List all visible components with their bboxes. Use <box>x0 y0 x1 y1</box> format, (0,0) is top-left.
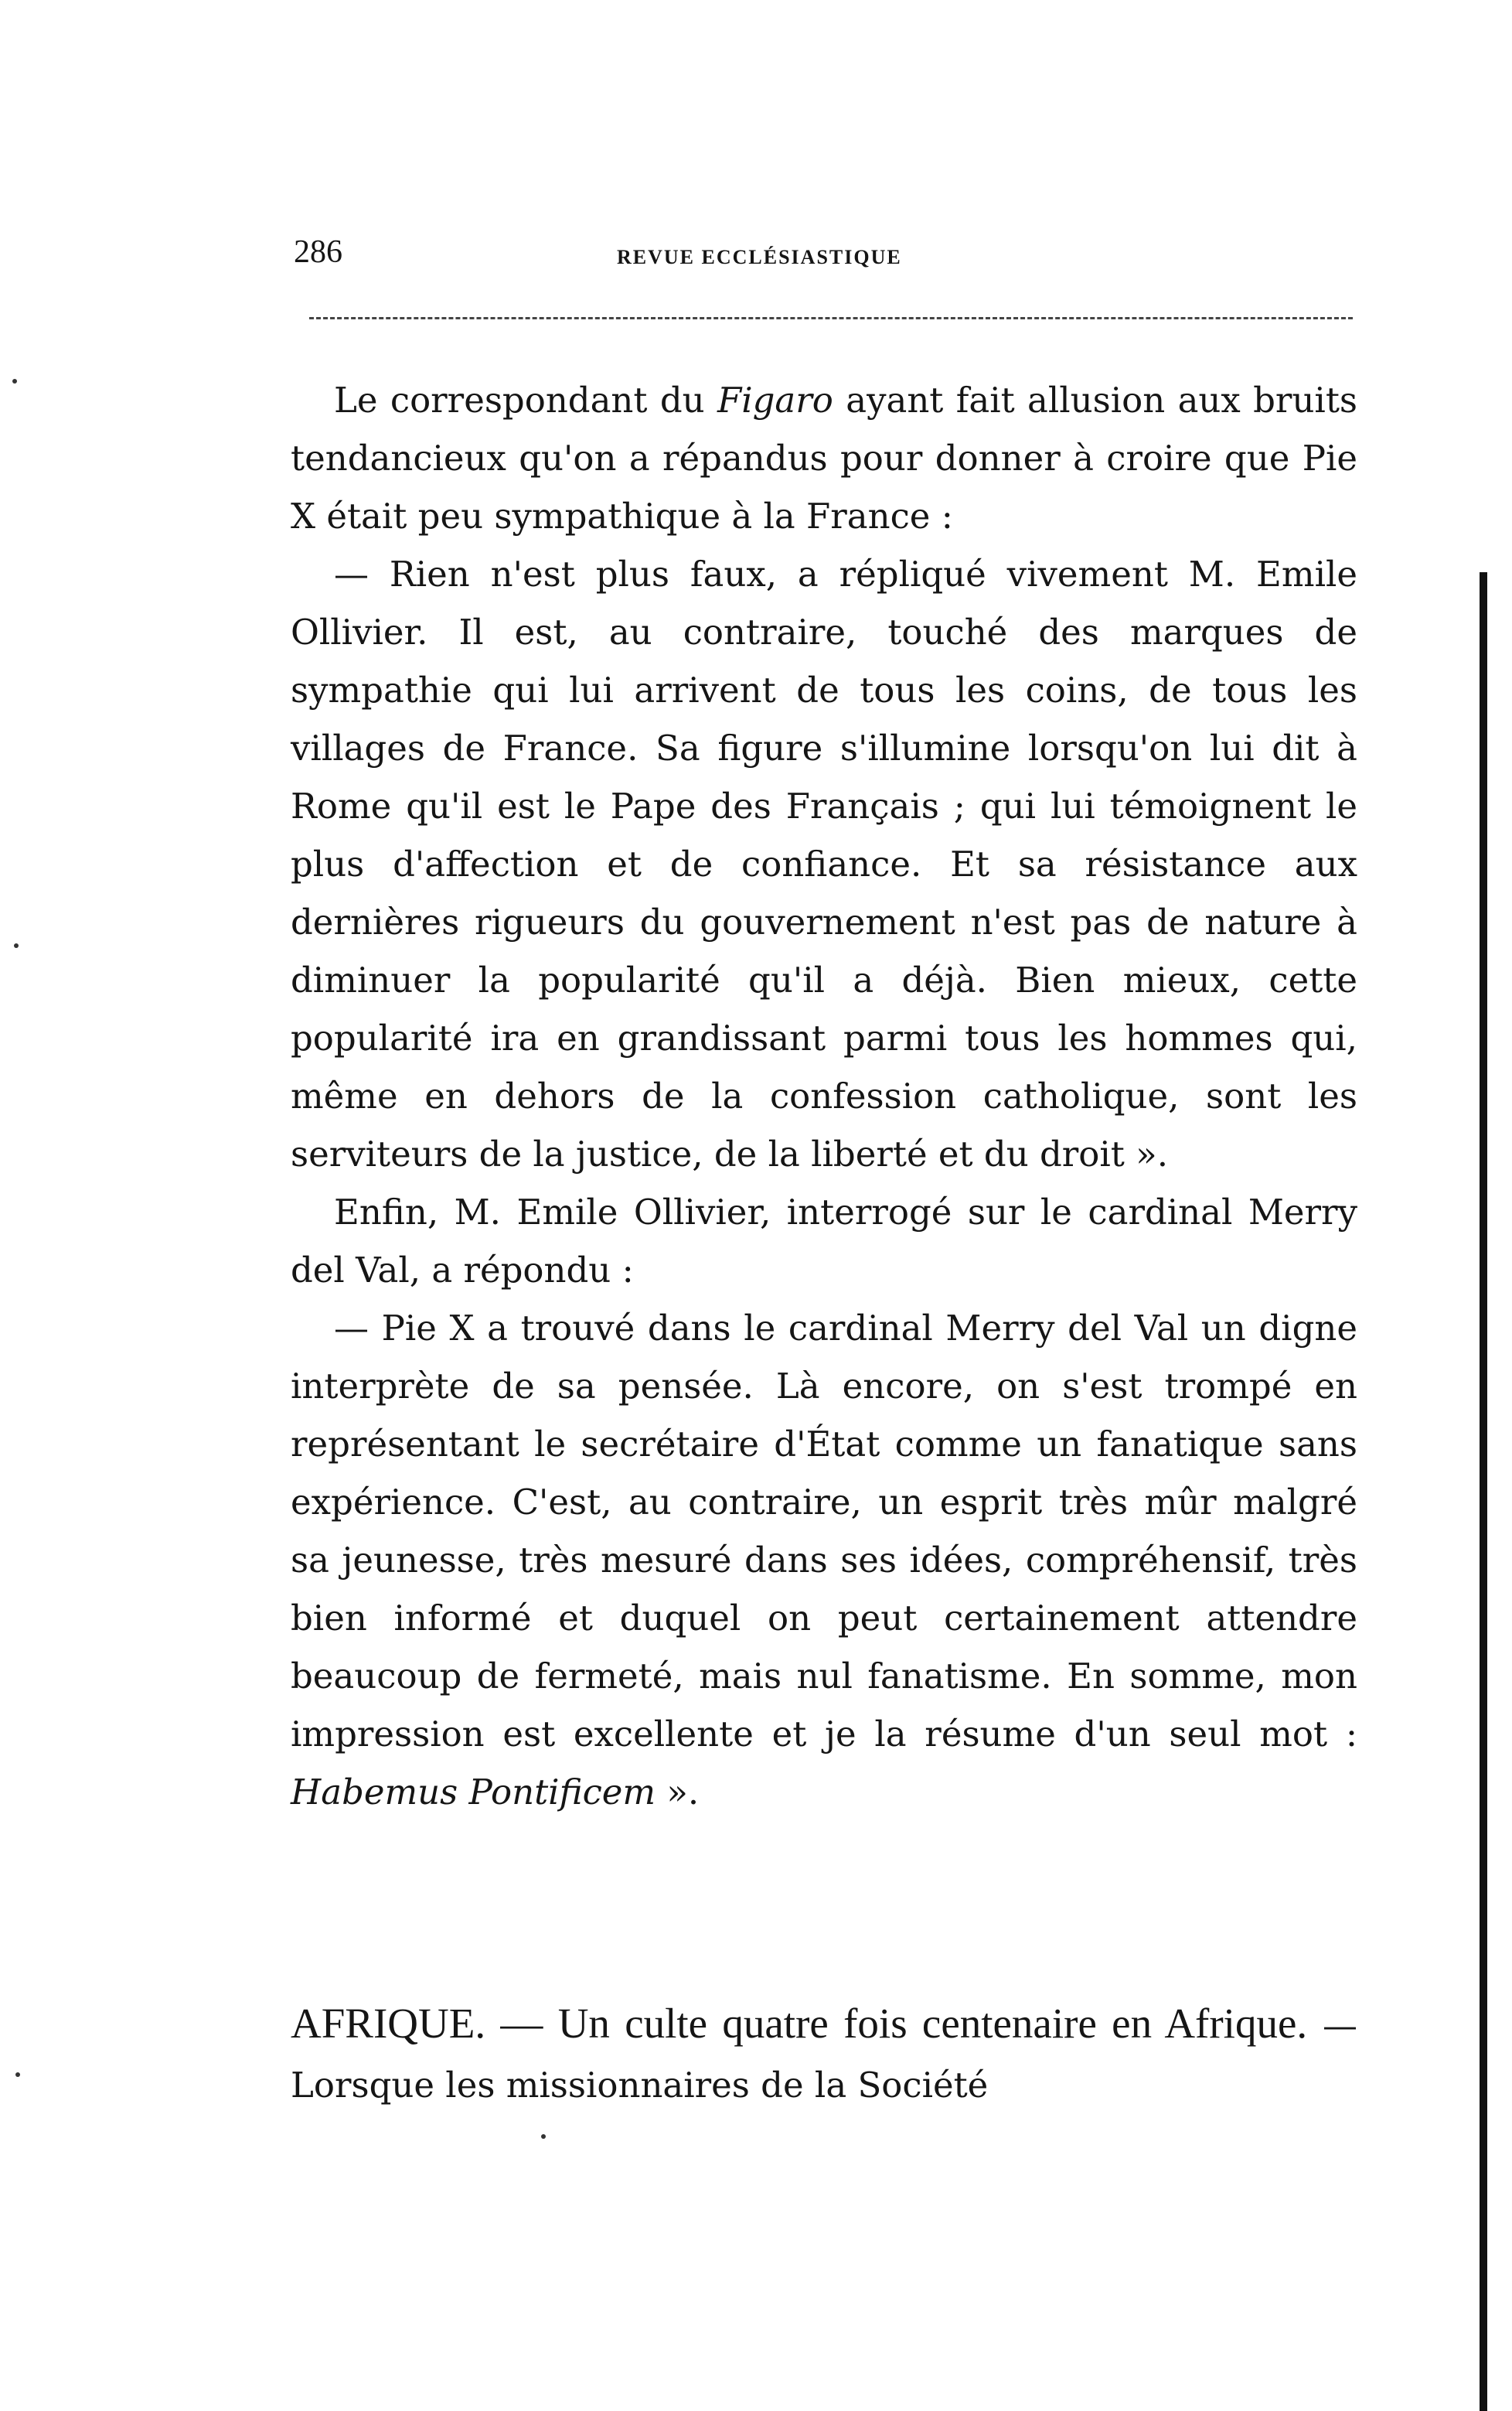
running-head: REVUE ECCLÉSIASTIQUE <box>617 246 902 268</box>
paragraph <box>291 371 1357 545</box>
newspaper-title: Figaro <box>717 380 833 421</box>
paragraph: Enfin, M. Emile Ollivier, interrogé sur le cardinal Merry del Val, a répondu : <box>291 1192 1357 1291</box>
section-africa <box>291 1993 1357 2115</box>
paragraph-text: — Pie X a trouvé dans le cardinal Merry del Val un digne interprète de sa pensée. Là encore, on s'est trompé en représentant le secrétaire d'État comme un fanatique sans expérience. C'est, au contraire, un esprit très mûr malgré sa jeunesse, très mesuré dans ses idées, compréhensif, très bien informé et duquel on peut certainement attendre beaucoup de fermeté, mais nul fanatisme. En somme, mon impression est excellente et je la résume d'un seul mot : <box>291 1308 1357 1755</box>
paragraph-text: ». <box>656 1772 700 1813</box>
scan-speck <box>14 943 19 948</box>
paragraph-text: ayant fait allusion aux bruits tendancieux qu'on a répandus pour donner à croire que Pie X était peu sympathique à la France : <box>291 380 1357 537</box>
scan-speck <box>15 2072 20 2077</box>
page-header <box>294 234 1360 280</box>
paragraph <box>291 1299 1357 1821</box>
paragraph: — Rien n'est plus faux, a répliqué vivement M. Emile Ollivier. Il est, au contraire, touché des marques de sympathie qui lui arrivent de tous les coins, de tous les villages de France. Sa figure s'illumine lorsqu'on lui dit à Rome qu'il est le Pape des Français ; qui lui témoignent le plus d'affection et de confiance. Et sa résistance aux dernières rigueurs du gouvernement n'est pas de nature à diminuer la popularité qu'il a déjà. Bien mieux, cette popularité ira en grandissant parmi tous les hommes qui, même en dehors de la confession catholique, sont les serviteurs de la justice, de la liberté et du droit ». <box>291 554 1357 1175</box>
scan-speck <box>12 379 17 384</box>
section-text: — Lorsque les missionnaires de la Société <box>291 2005 1357 2106</box>
section-title: AFRIQUE. — Un culte quatre fois centenaire en Afrique. <box>291 2000 1308 2047</box>
latin-phrase: Habemus Pontificem <box>291 1772 656 1813</box>
header-rule <box>309 317 1353 319</box>
paragraph-text: Le correspondant du <box>334 380 718 421</box>
article-body <box>291 371 1357 1821</box>
scan-speck <box>541 2134 546 2139</box>
page-number: 286 <box>294 234 342 270</box>
scan-edge-bar <box>1480 572 1487 2411</box>
